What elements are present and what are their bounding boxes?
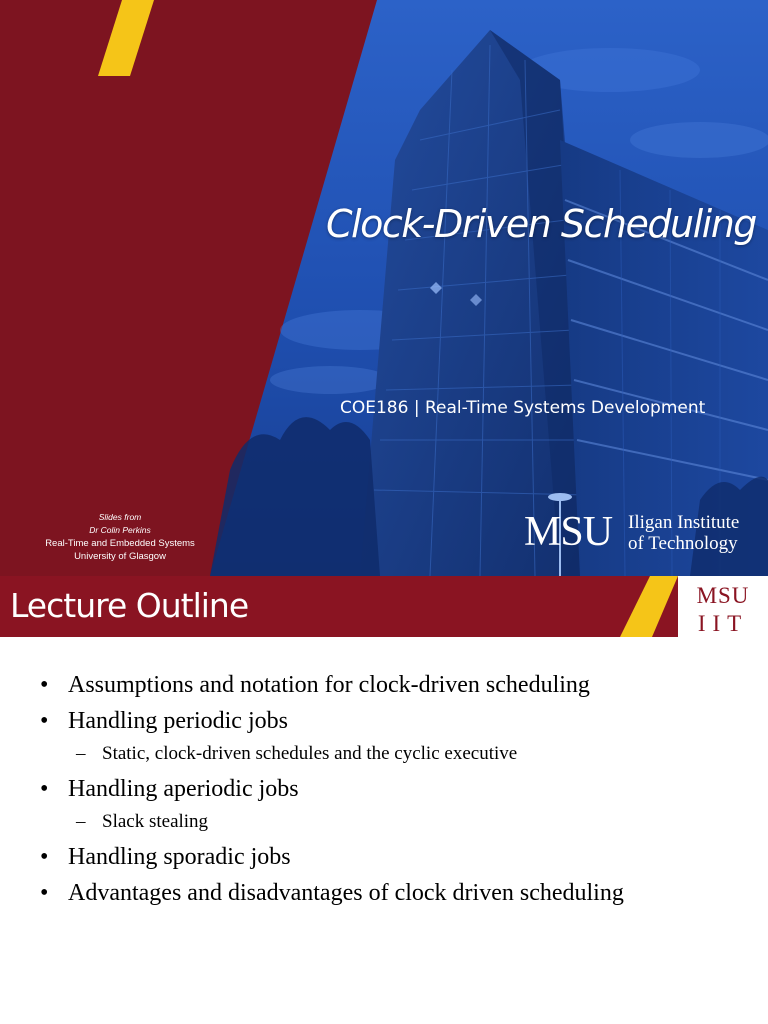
- bullet: •: [40, 776, 49, 802]
- bullet: •: [40, 880, 49, 906]
- logo-institute-text: [628, 512, 739, 554]
- logo-institute-line-1: Iligan Institute: [628, 512, 740, 533]
- bullet: •: [40, 708, 49, 734]
- outline-subitem-text: Slack stealing: [102, 811, 209, 832]
- outline-title: Lecture Outline: [10, 586, 249, 625]
- outline-list: [40, 670, 760, 914]
- credits-line-4: University of Glasgow: [74, 551, 166, 562]
- outline-item-text: Handling periodic jobs: [68, 708, 288, 734]
- outline-item: [40, 670, 760, 701]
- logo-small-line-1: MSU: [696, 583, 750, 608]
- bullet: •: [40, 844, 49, 870]
- dash: –: [76, 811, 86, 832]
- credits-line-3: Real-Time and Embedded Systems: [45, 538, 195, 549]
- outline-item-text: Advantages and disadvantages of clock driven scheduling: [68, 880, 624, 906]
- outline-item-text: Assumptions and notation for clock-driven scheduling: [68, 672, 590, 698]
- msu-iit-logo-small: [678, 576, 768, 637]
- outline-item-text: Handling sporadic jobs: [68, 844, 291, 870]
- bullet: •: [40, 672, 49, 698]
- slide-credits: [20, 511, 220, 563]
- outline-subitem: [40, 741, 760, 766]
- dash: –: [76, 743, 86, 764]
- outline-item: [40, 842, 760, 873]
- outline-subitem: [40, 809, 760, 834]
- slide-title: Clock-Driven Scheduling: [326, 202, 756, 246]
- outline-item: [40, 878, 760, 909]
- course-subtitle: COE186 | Real-Time Systems Development: [340, 398, 706, 418]
- credits-line-2: Dr Colin Perkins: [89, 525, 151, 535]
- outline-slide: [0, 576, 768, 1024]
- gold-stripe-top: [98, 0, 154, 76]
- outline-item: [40, 774, 760, 805]
- outline-header-bar: [0, 576, 768, 637]
- logo-small-line-2: IIT: [697, 611, 749, 636]
- logo-msu-text: MSU: [524, 509, 613, 555]
- credits-line-1: Slides from: [98, 512, 142, 522]
- outline-item-text: Handling aperiodic jobs: [68, 776, 299, 802]
- outline-item: [40, 706, 760, 737]
- msu-iit-logo: [524, 508, 740, 556]
- outline-subitem-text: Static, clock-driven schedules and the cyclic executive: [102, 743, 518, 764]
- logo-institute-line-2: of Technology: [628, 533, 738, 554]
